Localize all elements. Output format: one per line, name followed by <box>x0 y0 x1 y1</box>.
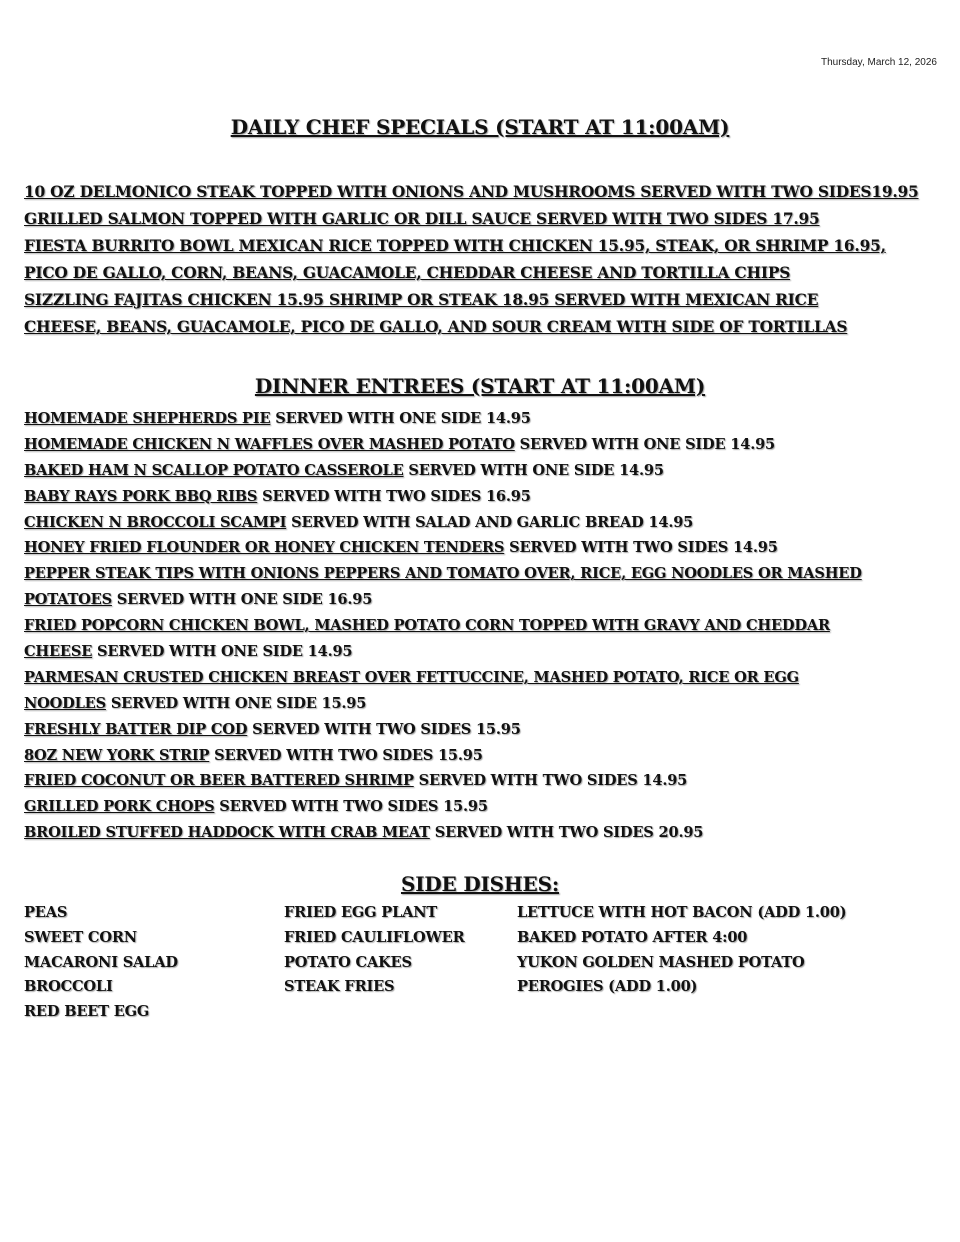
entree-name: BROILED STUFFED HADDOCK WITH CRAB MEAT <box>24 824 430 842</box>
entree-name: FRIED POPCORN CHICKEN BOWL, MASHED POTATO CORN TOPPED WITH GRAVY AND CHEDDAR <box>24 617 830 635</box>
sides-heading: SIDE DISHES: <box>400 872 560 896</box>
entree-item <box>24 820 940 846</box>
entree-item <box>24 743 940 769</box>
entree-name: BABY RAYS PORK BBQ RIBS <box>24 487 258 505</box>
entree-item <box>24 406 940 432</box>
entree-item <box>24 794 940 820</box>
side-item: LETTUCE WITH HOT BACON (ADD 1.00) <box>517 904 847 921</box>
side-item: BROCCOLI <box>24 978 113 996</box>
entree-detail: SERVED WITH TWO SIDES 14.95 <box>504 539 778 557</box>
sides-column-2 <box>284 901 465 1000</box>
entree-name: BAKED HAM N SCALLOP POTATO CASSEROLE <box>24 461 404 479</box>
entree-name: HONEY FRIED FLOUNDER OR HONEY CHICKEN TENDERS <box>24 539 505 557</box>
entree-name: GRILLED PORK CHOPS <box>24 798 215 816</box>
sides-column-1 <box>24 901 178 1025</box>
entree-name: PARMESAN CRUSTED CHICKEN BREAST OVER FETTUCCINE, MASHED POTATO, RICE OR EGG <box>24 668 799 686</box>
entree-item <box>24 510 940 536</box>
entree-detail: SERVED WITH TWO SIDES 16.95 <box>257 487 531 505</box>
entree-detail: SERVED WITH ONE SIDE 14.95 <box>92 643 353 661</box>
entree-detail: SERVED WITH TWO SIDES 20.95 <box>429 824 704 842</box>
entree-name: CHEESE <box>24 643 93 661</box>
specials-list <box>24 179 940 341</box>
entree-name: 8OZ NEW YORK STRIP <box>24 746 210 764</box>
entree-name: FRIED COCONUT OR BEER BATTERED SHRIMP <box>24 772 414 790</box>
side-item: PEAS <box>24 904 68 921</box>
entree-item <box>24 587 940 613</box>
entree-detail: SERVED WITH ONE SIDE 15.95 <box>105 694 367 712</box>
special-line: SIZZLING FAJITAS CHICKEN 15.95 SHRIMP OR STEAK 18.95 SERVED WITH MEXICAN RICE <box>24 291 819 309</box>
sides-column-3 <box>517 901 846 1000</box>
entree-item <box>24 691 940 717</box>
special-line: 10 OZ DELMONICO STEAK TOPPED WITH ONIONS AND MUSHROOMS SERVED WITH TWO SIDES19.95 <box>24 183 919 201</box>
entree-detail: SERVED WITH TWO SIDES 15.95 <box>247 720 521 738</box>
entree-item <box>24 639 940 665</box>
side-item: FRIED EGG PLANT <box>284 904 438 921</box>
special-line: PICO DE GALLO, CORN, BEANS, GUACAMOLE, CHEDDAR CHEESE AND TORTILLA CHIPS <box>24 264 791 282</box>
special-line: CHEESE, BEANS, GUACAMOLE, PICO DE GALLO, AND SOUR CREAM WITH SIDE OF TORTILLAS <box>24 318 848 336</box>
special-line: FIESTA BURRITO BOWL MEXICAN RICE TOPPED WITH CHICKEN 15.95, STEAK, OR SHRIMP 16.95, <box>24 237 886 255</box>
print-date: Thursday, March 12, 2026 <box>821 57 937 68</box>
entree-item <box>24 561 940 587</box>
entree-item <box>24 717 940 743</box>
entree-item <box>24 613 940 639</box>
side-item: BAKED POTATO AFTER 4:00 <box>517 928 748 946</box>
entree-detail: SERVED WITH ONE SIDE 16.95 <box>111 591 373 609</box>
side-item: STEAK FRIES <box>284 978 395 996</box>
entree-item <box>24 458 940 484</box>
side-item: FRIED CAULIFLOWER <box>284 928 465 946</box>
side-item: SWEET CORN <box>24 928 137 946</box>
entree-name: FRESHLY BATTER DIP COD <box>24 720 248 738</box>
entree-name: HOMEMADE SHEPHERDS PIE <box>24 410 271 427</box>
entree-detail: SERVED WITH SALAD AND GARLIC BREAD 14.95 <box>286 513 694 531</box>
entree-detail: SERVED WITH TWO SIDES 14.95 <box>413 772 688 790</box>
entree-item <box>24 535 940 561</box>
entree-detail: SERVED WITH ONE SIDE 14.95 <box>514 435 776 453</box>
entree-item <box>24 432 940 458</box>
side-item: RED BEET EGG <box>24 1003 150 1021</box>
side-item: PEROGIES (ADD 1.00) <box>517 978 698 996</box>
entree-detail: SERVED WITH TWO SIDES 15.95 <box>214 798 488 816</box>
side-item: MACARONI SALAD <box>24 953 178 971</box>
specials-heading: DAILY CHEF SPECIALS (START AT 11:00AM) <box>230 115 730 139</box>
entree-name: CHICKEN N BROCCOLI SCAMPI <box>24 513 287 531</box>
entree-name: POTATOES <box>24 591 112 609</box>
entree-detail: SERVED WITH TWO SIDES 15.95 <box>209 746 483 764</box>
side-item: YUKON GOLDEN MASHED POTATO <box>517 953 805 971</box>
entree-detail: SERVED WITH ONE SIDE 14.95 <box>403 461 664 479</box>
side-item: POTATO CAKES <box>284 953 412 971</box>
entree-detail: SERVED WITH ONE SIDE 14.95 <box>270 410 531 427</box>
entree-item <box>24 768 940 794</box>
entree-name: HOMEMADE CHICKEN N WAFFLES OVER MASHED POTATO <box>24 435 515 453</box>
special-line: GRILLED SALMON TOPPED WITH GARLIC OR DILL SAUCE SERVED WITH TWO SIDES 17.95 <box>24 210 820 228</box>
entree-name: PEPPER STEAK TIPS WITH ONIONS PEPPERS AND TOMATO OVER, RICE, EGG NOODLES OR MASHED <box>24 565 862 583</box>
entrees-list <box>24 406 940 846</box>
entree-name: NOODLES <box>24 694 106 712</box>
entrees-heading: DINNER ENTREES (START AT 11:00AM) <box>254 374 706 398</box>
entree-item <box>24 484 940 510</box>
entree-item <box>24 665 940 691</box>
